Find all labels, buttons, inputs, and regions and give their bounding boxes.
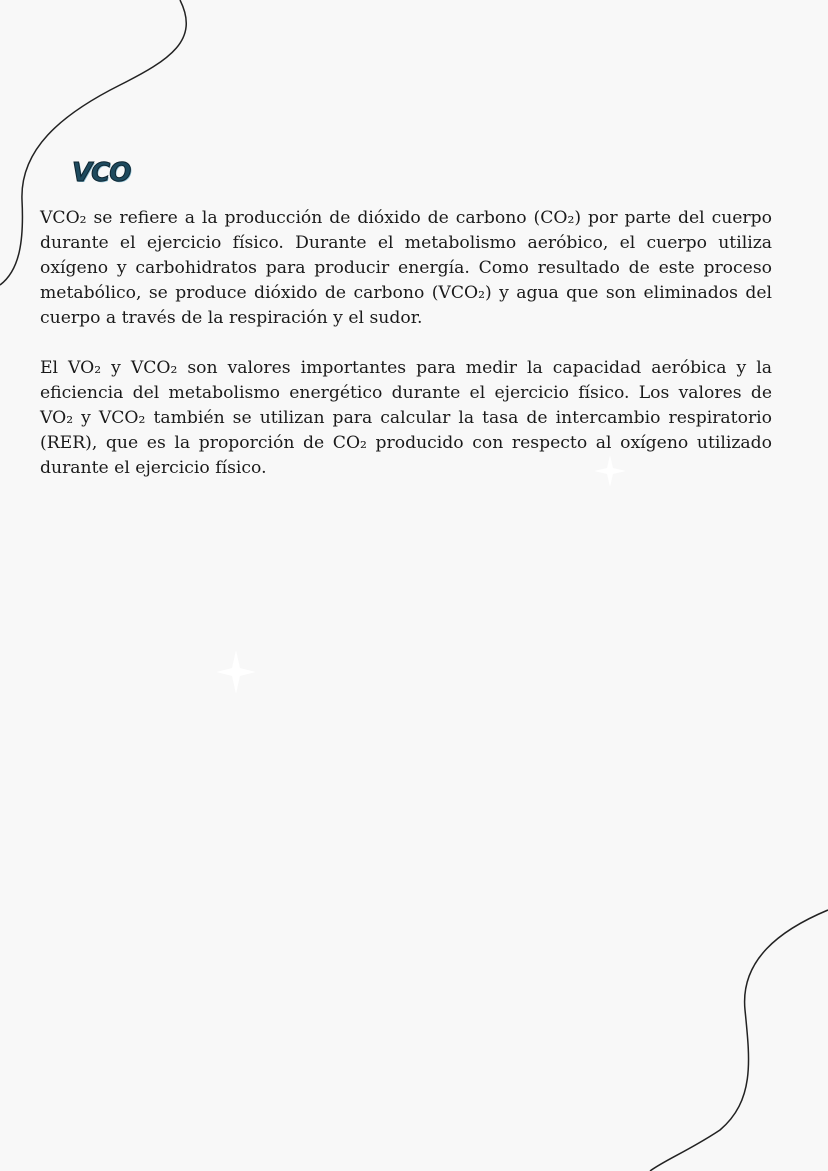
paragraph-vco2-definition [40, 206, 772, 331]
text-line: VO₂ y VCO₂ también se utilizan para calcular la tasa de intercambio respiratorio [40, 408, 772, 428]
text-line: El VO₂ y VCO₂ son valores importantes para medir la capacidad aeróbica y la [40, 358, 772, 378]
sparkle-icon [216, 455, 626, 694]
bottom-right-curve [650, 910, 828, 1171]
paragraph-vo2-vco2-importance [40, 356, 772, 481]
section-heading: VCO [72, 158, 131, 188]
text-line: cuerpo a través de la respiración y el sudor. [40, 308, 423, 328]
text-line: metabólico, se produce dióxido de carbono (VCO₂) y agua que son eliminados del [40, 283, 772, 303]
text-line: durante el ejercicio físico. [40, 458, 267, 478]
text-line: VCO₂ se refiere a la producción de dióxido de carbono (CO₂) por parte del cuerpo [40, 208, 772, 228]
text-line: oxígeno y carbohidratos para producir energía. Como resultado de este proceso [40, 258, 772, 278]
text-line: (RER), que es la proporción de CO₂ producido con respecto al oxígeno utilizado [40, 433, 772, 453]
text-line: eficiencia del metabolismo energético durante el ejercicio físico. Los valores de [40, 383, 772, 403]
text-line: durante el ejercicio físico. Durante el metabolismo aeróbico, el cuerpo utiliza [40, 233, 772, 253]
